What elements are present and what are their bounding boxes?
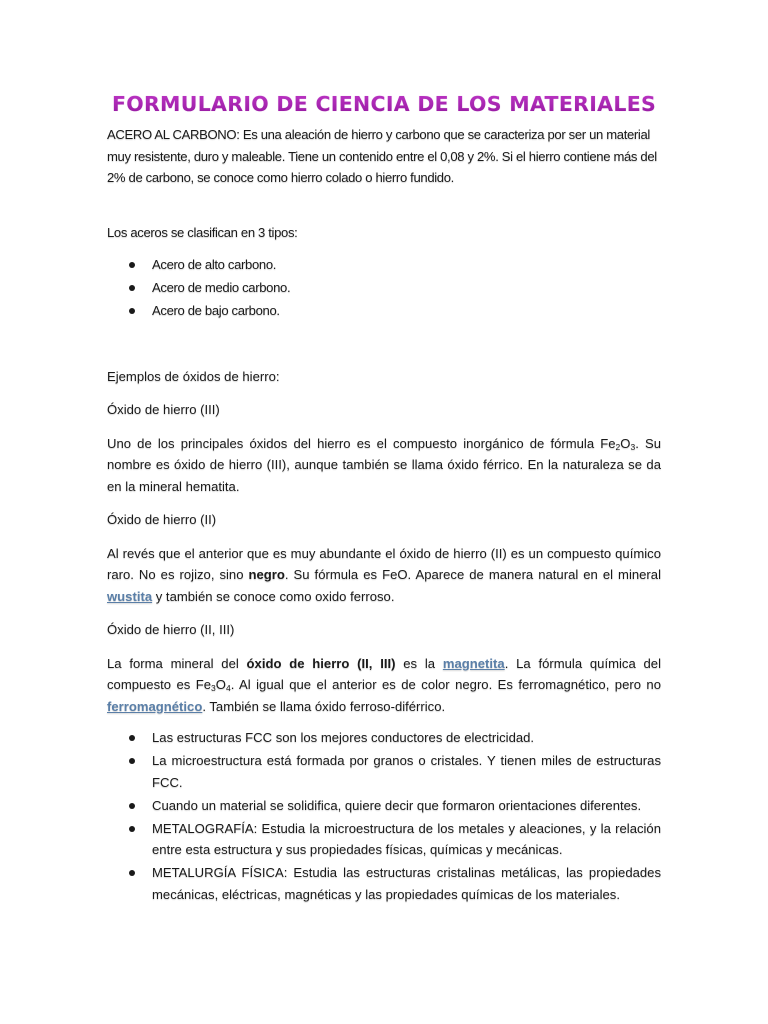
oxides-heading: Ejemplos de óxidos de hierro: [107, 368, 280, 384]
oxide-ii-paragraph [107, 543, 661, 608]
steel-types-list [107, 254, 661, 322]
list-item [107, 862, 661, 905]
bullet-icon [129, 803, 135, 809]
formula-subscript: 3 [630, 441, 636, 452]
oxide-iii-paragraph [107, 433, 661, 498]
oxide-ii-iii-text-a: La forma mineral del [107, 655, 247, 671]
formula-subscript: 4 [225, 683, 231, 693]
bullet-icon [129, 870, 135, 876]
magnetita-link[interactable]: magnetita [442, 655, 505, 671]
list-item-text: La microestructura está formada por granos o cristales. Y tienen miles de estructuras FCC. [152, 753, 661, 790]
oxide-ii-text-c: y también se conoce como oxido ferroso. [152, 588, 395, 604]
list-item-text: METALURGÍA FÍSICA: Estudia las estructuras cristalinas metálicas, las propiedades mecánicas, eléctricas, magnéticas y las propiedades químicas de los materiales. [152, 865, 661, 902]
document-title: FORMULARIO DE CIENCIA DE LOS MATERIALES [107, 92, 661, 116]
oxide-ii-iii-paragraph [107, 653, 661, 718]
formula-element: O [620, 435, 631, 451]
bold-term: óxido de hierro (II, III) [246, 655, 396, 671]
list-item-text: Cuando un material se solidifica, quiere decir que formaron orientaciones diferentes. [152, 797, 642, 813]
list-item-text: Acero de bajo carbono. [152, 303, 280, 318]
list-item-text: Acero de medio carbono. [152, 280, 291, 295]
list-item [107, 750, 661, 793]
facts-list [107, 727, 661, 905]
formula-subscript: 2 [615, 441, 621, 452]
bullet-icon [129, 285, 135, 291]
bold-term: negro [248, 567, 285, 582]
list-item-text: Las estructuras FCC son los mejores conductores de electricidad. [152, 730, 535, 745]
intro-paragraph: ACERO AL CARBONO: Es una aleación de hierro y carbono que se caracteriza por ser un material muy resistente, duro y maleable. Tiene un contenido entre el 0,08 y 2%. Si el hierro contiene más del 2% de carbono, se conoce como hierro colado o hierro fundido. [107, 127, 657, 185]
list-item [107, 277, 661, 299]
bullet-icon [129, 308, 135, 314]
formula-subscript: 3 [211, 683, 216, 693]
list-item [107, 300, 661, 322]
oxide-ii-iii-text-b: es la [395, 655, 443, 671]
list-item [107, 818, 661, 861]
list-item [107, 727, 661, 749]
wustita-link[interactable]: wustita [107, 588, 153, 604]
oxide-ii-iii-heading: Óxido de hierro (II, III) [107, 622, 235, 637]
ferromagnetico-link[interactable]: ferromagnético [107, 698, 203, 714]
bullet-icon [129, 735, 135, 741]
formula-element: O [215, 677, 226, 692]
oxide-iii-text-a: Uno de los principales óxidos del hierro es el compuesto inorgánico de fórmula Fe [107, 435, 616, 451]
list-item [107, 795, 661, 817]
bullet-icon [129, 758, 135, 764]
list-item-text: METALOGRAFÍA: Estudia la microestructura de los metales y aleaciones, y la relación entre esta estructura y sus propiedades físicas, químicas y mecánicas. [152, 820, 661, 857]
oxide-ii-text-a: Al revés que el anterior que es muy abundante el óxido de hierro (II) es un compuesto químico raro. No es rojizo, sino [107, 545, 661, 582]
oxide-ii-text-b: . Su fórmula es FeO. Aparece de manera natural en el mineral [284, 567, 661, 582]
oxide-ii-iii-text-d: . Al igual que el anterior es de color negro. Es ferromagnético, pero no [230, 677, 662, 692]
oxide-iii-text-b: . Su nombre es óxido de hierro (III), aunque también se llama óxido férrico. En la naturaleza se da en la mineral hematita. [107, 435, 661, 494]
list-item [107, 254, 661, 276]
bullet-icon [129, 826, 135, 832]
oxide-ii-iii-text-e: . También se llama óxido ferroso-diférrico. [202, 698, 446, 714]
bullet-icon [129, 262, 135, 268]
oxide-iii-heading: Óxido de hierro (III) [107, 402, 220, 417]
classification-heading: Los aceros se clasifican en 3 tipos: [107, 224, 298, 240]
oxide-ii-heading: Óxido de hierro (II) [107, 512, 217, 527]
oxide-ii-iii-text-c: . La fórmula química del compuesto es Fe [107, 655, 661, 692]
list-item-text: Acero de alto carbono. [152, 257, 277, 272]
